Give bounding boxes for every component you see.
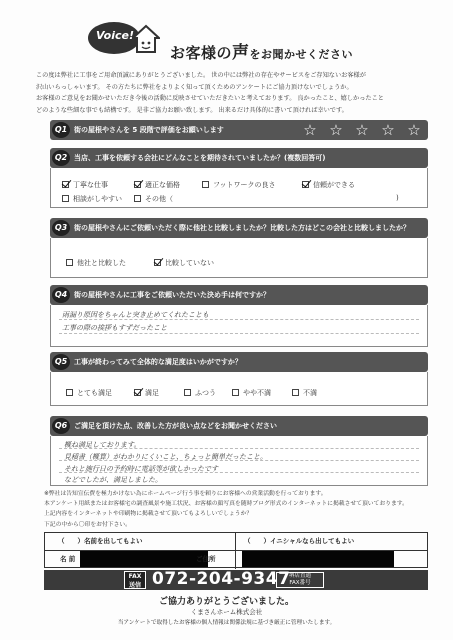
writing-line [59, 333, 419, 334]
option-label: 満足 [145, 389, 159, 397]
redacted-address [242, 551, 394, 567]
star-icon[interactable]: ☆ [329, 121, 343, 139]
option-label: 適正な価格 [145, 181, 180, 189]
option-label: やや不満 [243, 389, 271, 397]
q1-text: 街の屋根やさんを 5 段階で評価をお願いします [74, 126, 224, 134]
q5-bar [50, 352, 428, 372]
q2-option[interactable] [134, 180, 180, 190]
title-part: お客様の [170, 44, 233, 62]
checkbox[interactable] [134, 195, 141, 202]
option-label: その他（ [145, 195, 173, 203]
voice-logo [88, 18, 158, 60]
q5-option[interactable] [66, 388, 112, 398]
q2-option[interactable] [62, 194, 122, 204]
q6-text: ご満足を頂けた点、改善した方が良い点などをお聞かせください [74, 422, 277, 430]
star-icon[interactable]: ☆ [407, 121, 421, 139]
q2-option[interactable] [202, 180, 276, 190]
consent-name-option[interactable]: （ ）名前を出してもよい [58, 537, 143, 545]
q6-answer-line: などでしたが、満足しました。 [64, 476, 162, 484]
intro-line: お客様のご意見をお聞かせいただき今後の活動に反映させていただきたいと考えております。 良かったこと、嬉しかったこと [36, 95, 384, 102]
intro-line: どのような些細な事でも結構です。 是非ご協力お願い致します。 出来るだけ具体的に書いて頂ければ幸いです。 [36, 106, 348, 114]
q5-option[interactable] [134, 388, 159, 398]
q2-option[interactable] [62, 180, 108, 190]
option-label: 信頼ができる [313, 181, 355, 189]
q5-option[interactable] [232, 388, 271, 398]
checkbox[interactable] [184, 389, 191, 396]
star-icon[interactable]: ☆ [355, 121, 369, 139]
q4-number: Q4 [52, 287, 70, 303]
q4-answer-line: 工事の際の挨拶もすずだったこと [62, 324, 168, 332]
title-part: 声 [232, 43, 250, 63]
checkbox[interactable] [66, 389, 73, 396]
star-icon[interactable]: ☆ [303, 121, 317, 139]
checkbox[interactable] [302, 181, 309, 188]
footnote: 上記内容をインターネットや印刷物に掲載させて頂いてもよろしいでしょうか？ [44, 511, 253, 517]
checkbox[interactable] [292, 389, 299, 396]
fax-note [276, 572, 324, 588]
q5-option[interactable] [292, 388, 317, 398]
q6-bar [50, 416, 428, 436]
fax-icon-label: FAX [128, 573, 142, 580]
q2-number: Q2 [52, 150, 70, 166]
consent-initial-option[interactable]: （ ）イニシャルなら出してもよい [244, 537, 355, 545]
checkbox[interactable] [62, 195, 69, 202]
q5-option[interactable] [184, 388, 216, 398]
logo-text: Voice! [95, 29, 135, 42]
q3-option[interactable] [66, 258, 126, 268]
q3-option[interactable] [154, 258, 214, 268]
option-label: 他社と比較した [77, 259, 126, 267]
footnote: 下記の中から〇印をお付下さい。 [44, 522, 131, 528]
address-label: ご住所 [196, 555, 216, 563]
star-icon[interactable]: ☆ [381, 121, 395, 139]
q6-answer-line: それと施行日の予約時に電話等が欲しかったです [64, 465, 218, 473]
q2-text: 当店、工事を依頼する会社にどんなことを期待されていましたか？(複数回答可) [74, 154, 326, 162]
fax-icon-label: 送信 [128, 582, 141, 589]
checkbox[interactable] [66, 259, 73, 266]
checkbox[interactable] [62, 181, 69, 188]
fax-number: 072-204-9347 [152, 569, 291, 589]
checkbox[interactable] [134, 389, 141, 396]
fax-icon [124, 571, 146, 589]
privacy-note: 当アンケートで取得したお客様の個人情報は関係法規に基づき厳正に管理いたします。 [117, 620, 336, 626]
option-label: 丁寧な仕事 [73, 181, 108, 189]
checkbox[interactable] [202, 181, 209, 188]
q5-text: 工事が終わってみて全体的な満足度はいかがですか？ [74, 358, 242, 366]
q3-number: Q3 [52, 220, 70, 236]
intro-text [36, 70, 428, 116]
name-label: 名 前 [60, 555, 76, 563]
q4-answer-line: 雨漏り原因をちゃんと突き止めてくれたことも [62, 311, 209, 319]
q3-bar [50, 218, 428, 238]
checkbox[interactable] [134, 181, 141, 188]
intro-line: 沢山いらっしゃいます。 その方たちに弊社をよりよく知って頂くためのアンケートにご協力頂けないでしょうか。 [36, 83, 353, 91]
footnote: ※弊社は告知宣伝費を極力かけない為にホームページ行う事を頼りにお客様への営業活動を行っております。 [44, 491, 327, 497]
q2-option[interactable] [134, 194, 173, 204]
option-label: ふつう [195, 389, 216, 397]
option-label: フットワークの良さ [213, 181, 276, 189]
checkbox[interactable] [232, 389, 239, 396]
footnote: 本アンケート用紙またはお客様宅の調査風景や施工状況、お客様の顔写真を随時ブログ形式のインターネットに掲載させて頂いております。 [44, 501, 408, 507]
q5-number: Q5 [52, 354, 70, 370]
intro-line: この度は弊社に工事をご用命頂誠にありがとうございました。 世の中には弊社の存在やサービスをご存知ないお客様が [36, 72, 366, 79]
q6-number: Q6 [52, 418, 70, 434]
house-icon [132, 24, 160, 54]
q4-bar [50, 285, 428, 305]
q1-bar [50, 120, 428, 140]
q6-answer-line: 見積書（概算）がわかりにくいこと、ちょっと簡単だったこと。 [64, 453, 267, 461]
page-title [170, 38, 353, 63]
q2-option[interactable] [302, 180, 355, 190]
company-name: くまさんホーム株式会社 [190, 608, 263, 616]
fax-note-line: 堺店直通 [288, 573, 311, 579]
q6-answer-line: 概ね満足しております。 [64, 441, 141, 449]
thanks-text: ご協力ありがとうございました。 [158, 597, 294, 607]
option-label: とても満足 [77, 389, 112, 397]
option-label: 相談がしやすい [73, 195, 122, 203]
q2-other-close: ) [396, 194, 399, 202]
q4-text: 街の屋根やさんに工事をご依頼いただいた決め手は何ですか？ [74, 291, 270, 299]
option-label: 比較していない [165, 259, 214, 267]
q1-number: Q1 [52, 122, 70, 138]
checkbox[interactable] [154, 259, 161, 266]
q2-bar [50, 148, 428, 168]
option-label: 不満 [303, 389, 317, 397]
fax-note-line: FAX番号 [289, 580, 311, 586]
rating-stars[interactable] [302, 122, 422, 138]
q3-text: 街の屋根やさんにご依頼いただく際に他社と比較しましたか？比較した方はどこの会社と比較しましたか？ [74, 224, 410, 232]
title-part: をお聞かせください [249, 48, 354, 61]
redacted-name [80, 551, 208, 567]
